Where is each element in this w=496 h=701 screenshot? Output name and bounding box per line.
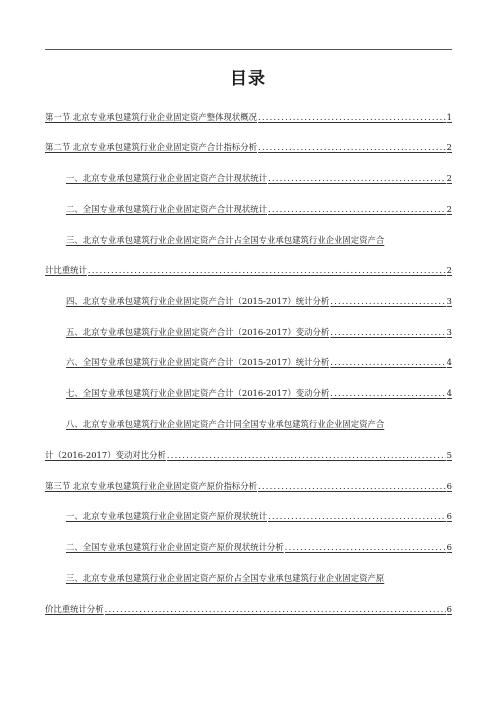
toc-entry-text: 计（2016-2017）变动对比分析 — [45, 450, 166, 460]
header-rule — [45, 49, 452, 50]
toc-leader — [88, 263, 446, 277]
toc-leader — [330, 355, 445, 369]
toc-entry-2-3-line1[interactable] — [66, 233, 452, 247]
toc-page-number: 2 — [446, 265, 452, 275]
toc-title: 目录 — [230, 69, 266, 89]
toc-leader — [167, 448, 446, 462]
toc-entry-text: 二、全国专业承包建筑行业企业固定资产合计现状统计 — [66, 204, 267, 214]
toc-page-number: 4 — [446, 357, 452, 367]
toc-entry-text: 六、全国专业承包建筑行业企业固定资产合计（2015-2017）统计分析 — [66, 357, 330, 367]
toc-page-number: 2 — [446, 142, 452, 152]
toc-entry-2-7[interactable] — [66, 386, 452, 400]
toc-page-number: 2 — [446, 204, 452, 214]
toc-entry-text: 七、全国专业承包建筑行业企业固定资产合计（2016-2017）变动分析 — [66, 388, 330, 398]
toc-entry-text: 第二节 北京专业承包建筑行业企业固定资产合计指标分析 — [45, 142, 258, 152]
toc-entry-text: 四、北京专业承包建筑行业企业固定资产合计（2015-2017）统计分析 — [66, 296, 330, 306]
toc-entry-2-3-line2[interactable] — [45, 263, 452, 277]
toc-entry-text: 第三节 北京专业承包建筑行业企业固定资产原价指标分析 — [45, 481, 258, 491]
toc-entry-3-2[interactable] — [66, 540, 452, 554]
toc-entry-2-8-line1[interactable] — [66, 417, 452, 431]
toc-entry-section-1[interactable] — [45, 110, 452, 124]
toc-entry-text: 一、北京专业承包建筑行业企业固定资产原价现状统计 — [66, 511, 267, 521]
toc-leader — [330, 294, 445, 308]
toc-entry-3-3-line1[interactable] — [66, 571, 452, 585]
toc-page-number: 4 — [446, 388, 452, 398]
toc-page-number: 3 — [446, 296, 452, 306]
toc-leader — [258, 479, 446, 493]
toc-leader — [268, 202, 446, 216]
toc-entry-text: 五、北京专业承包建筑行业企业固定资产合计（2016-2017）变动分析 — [66, 327, 330, 337]
toc-page-number: 3 — [446, 327, 452, 337]
toc-entry-3-3-line2[interactable] — [45, 602, 452, 616]
toc-leader — [258, 140, 446, 154]
toc-leader — [105, 602, 446, 616]
toc-entry-section-3[interactable] — [45, 479, 452, 493]
toc-entry-text: 计比重统计 — [45, 265, 87, 275]
toc-entry-text: 价比重统计分析 — [45, 604, 104, 614]
toc-page-number: 1 — [446, 112, 452, 122]
toc-leader — [258, 110, 446, 124]
toc-entry-2-6[interactable] — [66, 355, 452, 369]
toc-entry-text: 三、北京专业承包建筑行业企业固定资产合计占全国专业承包建筑行业企业固定资产合 — [66, 235, 385, 245]
toc-leader — [330, 386, 445, 400]
toc-entry-text: 一、北京专业承包建筑行业企业固定资产合计现状统计 — [66, 173, 267, 183]
toc-entry-2-1[interactable] — [66, 171, 452, 185]
toc-page-number: 6 — [446, 481, 452, 491]
toc-entry-2-2[interactable] — [66, 202, 452, 216]
toc-entry-text: 第一节 北京专业承包建筑行业企业固定资产整体现状概况 — [45, 112, 258, 122]
toc-entry-2-5[interactable] — [66, 325, 452, 339]
toc-page-number: 6 — [446, 511, 452, 521]
toc-entry-text: 三、北京专业承包建筑行业企业固定资产原价占全国专业承包建筑行业企业固定资产原 — [66, 573, 385, 583]
toc-leader — [268, 171, 446, 185]
toc-page-number: 6 — [446, 542, 452, 552]
toc-page-number: 2 — [446, 173, 452, 183]
toc-entry-2-4[interactable] — [66, 294, 452, 308]
toc-leader — [285, 540, 446, 554]
toc-page-number: 5 — [446, 450, 452, 460]
toc-entry-text: 二、全国专业承包建筑行业企业固定资产原价现状统计分析 — [66, 542, 284, 552]
toc-entry-3-1[interactable] — [66, 509, 452, 523]
toc-entry-text: 八、北京专业承包建筑行业企业固定资产合计同全国专业承包建筑行业企业固定资产合 — [66, 419, 385, 429]
toc-page-number: 6 — [446, 604, 452, 614]
toc-leader — [330, 325, 445, 339]
toc-entry-section-2[interactable] — [45, 140, 452, 154]
toc-entry-2-8-line2[interactable] — [45, 448, 452, 462]
toc-leader — [268, 509, 446, 523]
